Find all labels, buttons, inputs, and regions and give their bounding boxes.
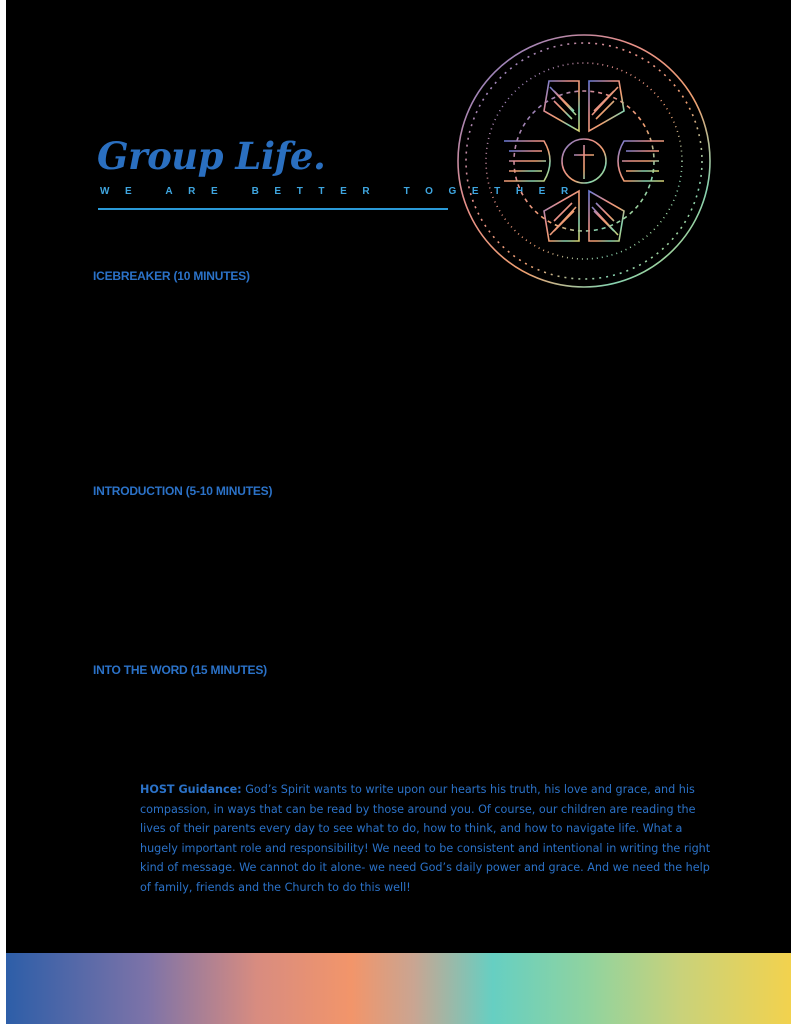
hands-around-cross-emblem-icon	[454, 31, 714, 291]
page-title: Group Life.	[97, 134, 326, 178]
host-guidance-label: HOST Guidance:	[140, 783, 242, 796]
document-page	[6, 0, 791, 1024]
footer-gradient-bar	[6, 953, 791, 1024]
page-tagline: WE ARE BETTER TOGETHER	[100, 186, 584, 197]
title-underline	[98, 208, 448, 210]
host-guidance-text: God’s Spirit wants to write upon our hearts his truth, his love and grace, and his compassion, in ways that can be read by those around you. Of course, our children are reading the lives of their parents every day to see what to do, how to think, and how to navigate life. What a hugely important role and responsibility! We need to be consistent and intentional in writing the right kind of message. We cannot do it alone- we need God’s daily power and grace. And we need the help of family, friends and the Church to do this well!	[140, 783, 711, 894]
section-heading-introduction: INTRODUCTION (5-10 MINUTES)	[93, 484, 273, 498]
section-heading-into-the-word: INTO THE WORD (15 MINUTES)	[93, 663, 267, 677]
host-guidance	[140, 780, 720, 897]
section-heading-icebreaker: ICEBREAKER (10 MINUTES)	[93, 269, 250, 283]
